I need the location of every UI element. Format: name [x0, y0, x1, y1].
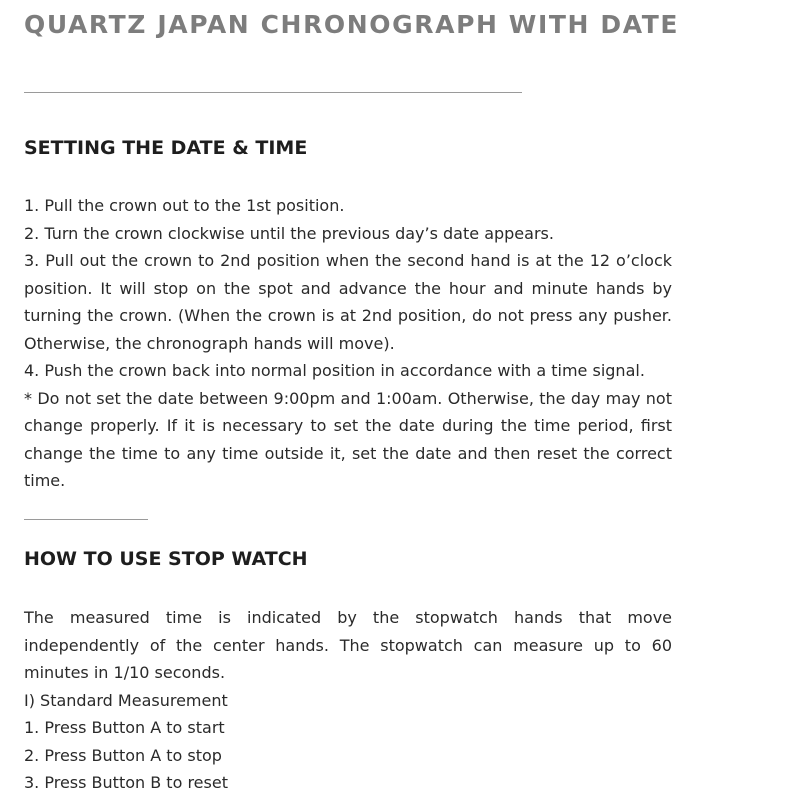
section-heading-stop-watch: HOW TO USE STOP WATCH: [24, 548, 308, 570]
instruction-step-2: 2. Turn the crown clockwise until the previous day’s date appears.: [24, 223, 554, 243]
section-body-stop-watch: [24, 604, 672, 797]
instruction-step-3: 3. Pull out the crown to 2nd position when the second hand is at the 12 o’clock position. It will stop on the spot and advance the hour and minute hands by turning the crown. (When the crown is at 2nd position, do not press any pusher. Otherwise, the chronograph hands will move).: [24, 251, 672, 353]
section-heading-date-time: SETTING THE DATE & TIME: [24, 137, 308, 159]
instruction-step-1: 1. Pull the crown out to the 1st position.: [24, 196, 345, 215]
title-divider: [24, 92, 522, 93]
instruction-note: * Do not set the date between 9:00pm and 1:00am. Otherwise, the day may not change properly. If it is necessary to set the date during the time period, first change the time to any time outside it, set the date and then reset the correct time.: [24, 388, 672, 490]
stopwatch-step-2: 2. Press Button A to stop: [24, 745, 222, 765]
section-body-date-time: [24, 192, 672, 495]
page-title: QUARTZ JAPAN CHRONOGRAPH WITH DATE: [24, 10, 680, 39]
stopwatch-step-3: 3. Press Button B to reset: [24, 773, 228, 792]
stopwatch-subheading: I) Standard Measurement: [24, 690, 228, 710]
instruction-step-4: 4. Push the crown back into normal position in accordance with a time signal.: [24, 361, 645, 380]
section-divider: [24, 519, 148, 520]
stopwatch-step-1: 1. Press Button A to start: [24, 718, 225, 737]
stopwatch-intro: The measured time is indicated by the stopwatch hands that move independently of the center hands. The stopwatch can measure up to 60 minutes in 1/10 seconds.: [24, 608, 672, 682]
